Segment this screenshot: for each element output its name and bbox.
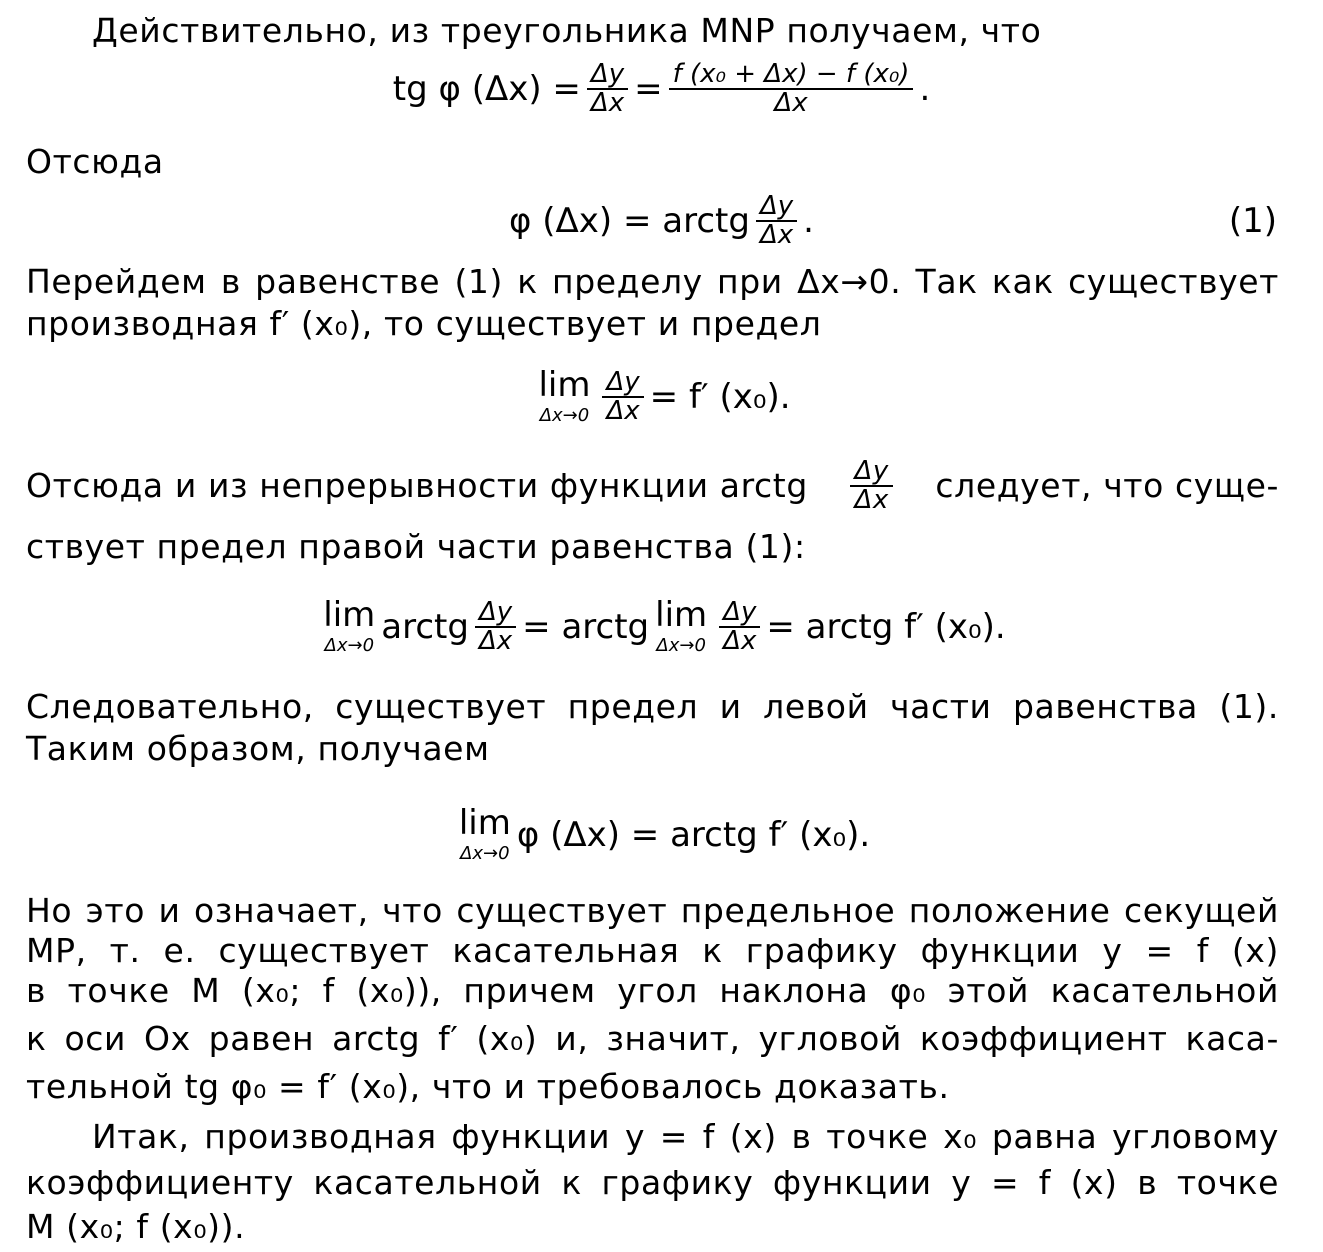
paragraph-line-15: коэффициенту касательной к графику функции y = f (x) в точке bbox=[26, 1163, 1279, 1202]
paragraph-line-4: производная f′ (x₀), то существует и предел bbox=[26, 304, 822, 343]
paragraph-line-16: M (x₀; f (x₀)). bbox=[26, 1207, 246, 1246]
paragraph-line-14: Итак, производная функции y = f (x) в точке x₀ равна угловому bbox=[92, 1117, 1279, 1156]
formula-limit-arctg bbox=[0, 582, 1323, 672]
limit-word: lim bbox=[323, 595, 376, 636]
limit-operator bbox=[323, 595, 376, 657]
paragraph-line-9: Но это и означает, что существует предельное положение секущей bbox=[26, 891, 1279, 930]
fraction-numerator: Δy bbox=[602, 369, 643, 398]
formula-limit-phi bbox=[0, 790, 1323, 880]
formula-tangent-ratio bbox=[0, 44, 1323, 134]
limit-subscript: Δx→0 bbox=[539, 405, 590, 427]
formula-1-arctg bbox=[0, 176, 1323, 266]
paragraph-line-10: MP, т. е. существует касательная к графику функции y = f (x) bbox=[26, 931, 1279, 970]
fraction-denominator: Δx bbox=[759, 220, 794, 250]
equals-sign: = bbox=[634, 69, 663, 109]
fraction-dy-dx bbox=[719, 596, 760, 656]
fraction-numerator: Δy bbox=[475, 599, 516, 628]
fraction-denominator: Δx bbox=[723, 626, 757, 656]
equation-number: (1) bbox=[1228, 201, 1277, 241]
paragraph-line-8: Таким образом, получаем bbox=[26, 729, 490, 768]
paragraph-line-5-end: следует, что суще- bbox=[935, 466, 1279, 505]
fraction-numerator: Δy bbox=[587, 61, 628, 90]
paragraph-line-2: Отсюда bbox=[26, 142, 164, 181]
formula-lhs: φ (Δx) = arctg bbox=[509, 201, 750, 241]
paragraph-line-3: Перейдем в равенстве (1) к пределу при Δx→0. Так как существует bbox=[26, 262, 1279, 301]
limit-operator bbox=[458, 803, 511, 865]
paragraph-line-13: тельной tg φ₀ = f′ (x₀), что и требовалось доказать. bbox=[26, 1067, 950, 1106]
fraction-denominator: Δx bbox=[854, 485, 889, 515]
limit-subscript: Δx→0 bbox=[656, 635, 706, 657]
fraction-numerator: Δy bbox=[756, 193, 797, 222]
formula-lhs: tg φ (Δx) = bbox=[392, 69, 581, 109]
formula-rhs: φ (Δx) = arctg f′ (x₀). bbox=[516, 815, 871, 855]
paragraph-line-6: ствует предел правой части равенства (1): bbox=[26, 527, 806, 566]
paragraph-line-7: Следовательно, существует предел и левой части равенства (1). bbox=[26, 687, 1279, 726]
formula-rhs: = arctg f′ (x₀). bbox=[766, 607, 1006, 647]
formula-limit-dy-dx bbox=[0, 352, 1323, 442]
limit-word: lim bbox=[538, 365, 591, 406]
paragraph-line-12: к оси Ox равен arctg f′ (x₀) и, значит, угловой коэффициент каса- bbox=[26, 1019, 1279, 1058]
fraction-numerator: Δy bbox=[850, 458, 892, 487]
fraction-dy-dx bbox=[602, 366, 643, 426]
paragraph-line-11: в точке M (x₀; f (x₀)), причем угол наклона φ₀ этой касательной bbox=[26, 971, 1279, 1010]
fraction-numerator: f (x₀ + Δx) − f (x₀) bbox=[669, 61, 914, 90]
fraction-dy-dx bbox=[475, 596, 516, 656]
fraction-dy-dx-inline bbox=[850, 455, 892, 515]
equals-arctg: = arctg bbox=[522, 607, 650, 647]
fraction-denominator: Δx bbox=[606, 396, 640, 426]
limit-subscript: Δx→0 bbox=[460, 843, 510, 865]
fraction-difference-quotient bbox=[669, 58, 914, 118]
paragraph-line-5-start: Отсюда и из непрерывности функции arctg bbox=[26, 466, 808, 505]
paragraph-line-5 bbox=[26, 455, 1279, 515]
limit-word: lim bbox=[458, 803, 511, 844]
fraction-dy-dx bbox=[756, 190, 797, 250]
limit-operator bbox=[655, 595, 708, 657]
fraction-denominator: Δx bbox=[478, 626, 513, 656]
fraction-denominator: Δx bbox=[774, 88, 808, 118]
formula-end: . bbox=[803, 201, 814, 241]
limit-operator bbox=[538, 365, 591, 427]
fraction-numerator: Δy bbox=[719, 599, 760, 628]
fraction-denominator: Δx bbox=[590, 88, 625, 118]
formula-rhs: = f′ (x₀). bbox=[649, 377, 791, 417]
arctg-word: arctg bbox=[381, 607, 469, 647]
formula-end: . bbox=[919, 69, 931, 109]
limit-subscript: Δx→0 bbox=[324, 635, 375, 657]
limit-word: lim bbox=[655, 595, 708, 636]
fraction-dy-dx bbox=[587, 58, 628, 118]
paragraph-line-1: Действительно, из треугольника MNP получаем, что bbox=[92, 11, 1042, 50]
